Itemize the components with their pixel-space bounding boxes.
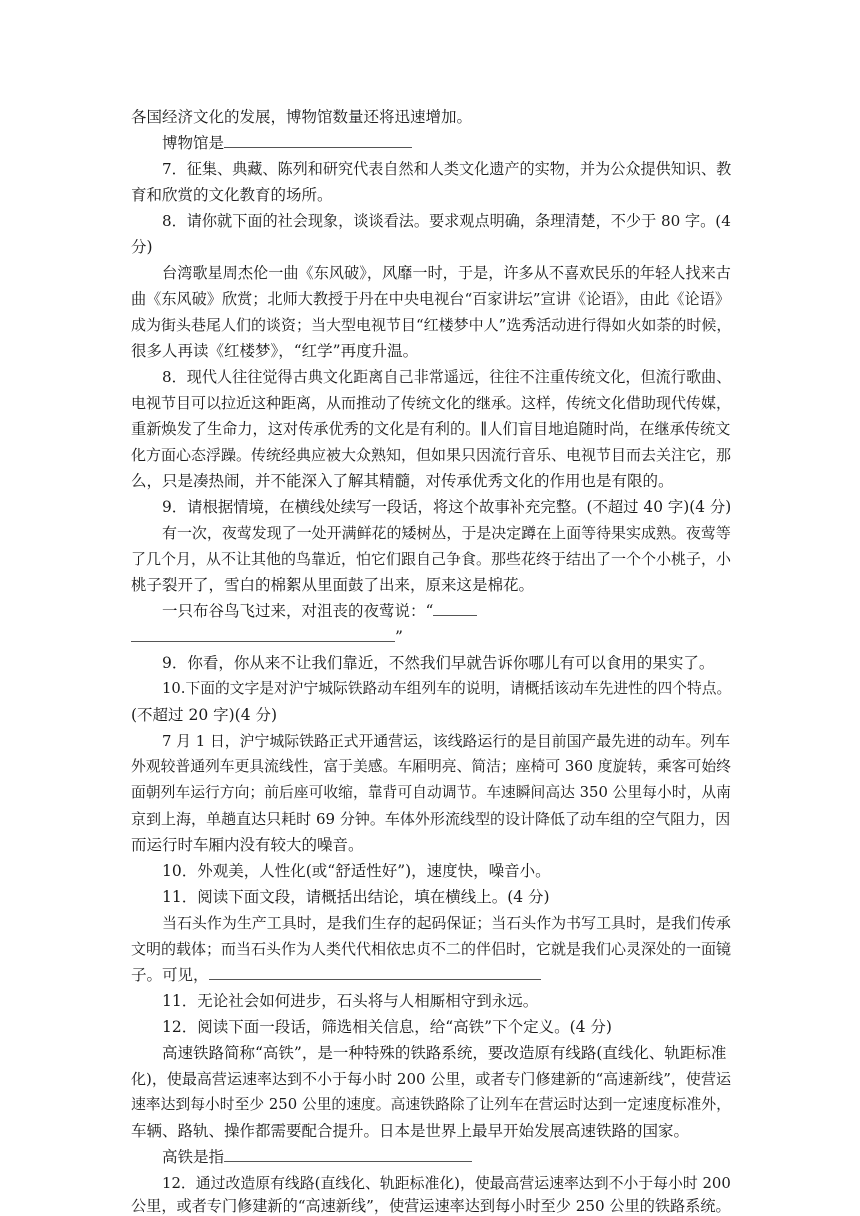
passage-line: 7 月 1 日，沪宁城际铁路正式开通营运，该线路运行的是目前国产最先进的动车。列车: [162, 732, 731, 750]
passage-line: 文明的载体；而当石头作为人类代代相依忠贞不二的伴侣时，它就是我们心灵深处的一面镜: [131, 940, 732, 958]
passage-line: 面朝列车运行方向；前后座可收缩，靠背可自动调节。车速瞬间高达 350 公里每小时，从南: [131, 784, 731, 801]
answer-line: 公里，或者专门修建新的“高速新线”，使营运速率达到每小时至少 250 公里的铁路系统。: [131, 1197, 731, 1215]
question-10: 10.下面的文字是对沪宁城际铁路动车组列车的说明，请概括该动车先进性的四个特点。: [162, 680, 732, 697]
text-line: 各国经济文化的发展，博物馆数量还将迅速增加。: [131, 108, 473, 126]
prompt-text: 博物馆是: [162, 134, 225, 152]
prompt-text: 子。可见，: [131, 966, 209, 984]
answer-line: 10．外观美，人性化(或“舒适性好”)，速度快，噪音小。: [162, 862, 551, 880]
passage-line: 而运行时车厢内没有较大的噪音。: [131, 836, 364, 854]
fill-in-prompt: [162, 133, 412, 153]
answer-blank: [224, 1147, 472, 1162]
passage-line: 京到上海，单趟直达只耗时 69 分钟。车体外形流线型的设计降低了动车组的空气阻力，因: [131, 810, 731, 828]
answer-blank: [224, 133, 412, 148]
passage-line: 桃子裂开了，雪白的棉絮从里面鼓了出来，原来这是棉花。: [131, 576, 535, 594]
passage-line: 了几个月，从不让其他的鸟靠近，怕它们跟自己争食。那些花终于结出了一个个小桃子，小: [131, 550, 732, 568]
passage-line: 当石头作为生产工具时，是我们生存的起码保证；当石头作为书写工具时，是我们传承: [162, 914, 731, 932]
question-9: 9．请根据情境，在横线处续写一段话，将这个故事补充完整。(不超过 40 字)(4 分): [162, 498, 732, 516]
answer-line: 么，只是凑热闹，并不能深入了解其精髓，对传承优秀文化的作用也是有限的。: [131, 472, 674, 490]
question-11: 11．阅读下面文段，请概括出结论，填在横线上。(4 分): [162, 888, 550, 906]
passage-line: 成为街头巷尾人们的谈资；当大型电视节目“红楼梦中人”选秀活动进行得如火如荼的时候，: [131, 316, 732, 334]
answer-blank: [433, 601, 477, 616]
answer-line: 8．现代人往往觉得古典文化距离自己非常遥远，往往不注重传统文化，但流行歌曲、: [162, 368, 732, 386]
passage-line: 外观较普通列车更具流线性，富于美感。车厢明亮、简洁；座椅可 360 度旋转，乘客可始终: [131, 758, 731, 775]
answer-line: 重新焕发了生命力，这对传承优秀的文化是有利的。∥人们盲目地追随时尚，在继承传统文: [131, 420, 731, 438]
passage-line: 曲《东风破》欣赏；北师大教授于丹在中央电视台“百家讲坛”宣讲《论语》，由此《论语》: [131, 290, 731, 308]
text-line: (不超过 20 字)(4 分): [131, 706, 278, 724]
passage-line: 速率达到每小时至少 250 公里的速度。高速铁路除了让列车在营运时达到一定速度标准外，: [131, 1096, 731, 1113]
fill-in-continuation: [131, 627, 403, 647]
answer-line: 化方面心态浮躁。传统经典应被大众熟知，但如果只因流行音乐、电视节目而去关注它，那: [131, 446, 732, 464]
answer-blank: [209, 965, 541, 980]
question-12: 12．阅读下面一段话，筛选相关信息，给“高铁”下个定义。(4 分): [162, 1018, 612, 1036]
passage-line: 有一次，夜莺发现了一处开满鲜花的矮树丛，于是决定蹲在上面等待果实成熟。夜莺等: [162, 524, 731, 542]
question-8: 8．请你就下面的社会现象，谈谈看法。要求观点明确，条理清楚，不少于 80 字。(4: [162, 212, 731, 230]
closing-quote: ”: [395, 628, 403, 646]
answer-blank: [131, 627, 395, 642]
passage-line: 车辆、路轨、操作都需要配合提升。日本是世界上最早开始发展高速铁路的国家。: [131, 1122, 690, 1140]
fill-in-prompt: [131, 965, 541, 985]
prompt-text: 高铁是指: [162, 1148, 225, 1166]
answer-line: 12．通过改造原有线路(直线化、轨距标准化)，使最高营运速率达到不小于每小时 200: [162, 1174, 731, 1192]
answer-line: 11．无论社会如何进步，石头将与人相厮相守到永远。: [162, 992, 539, 1010]
fill-in-prompt: [162, 1147, 472, 1167]
text-line: 育和欣赏的文化教育的场所。: [131, 186, 333, 204]
fill-in-prompt: [162, 601, 477, 621]
passage-line: 高速铁路简称“高铁”，是一种特殊的铁路系统，要改造原有线路(直线化、轨距标准: [162, 1044, 727, 1062]
text-line: 分): [131, 238, 153, 256]
passage-line: 很多人再读《红楼梦》，“红学”再度升温。: [131, 342, 419, 360]
answer-line: 9．你看，你从来不让我们靠近，不然我们早就告诉你哪儿有可以食用的果实了。: [162, 654, 715, 672]
passage-line: 化)，使最高营运速率达到不小于每小时 200 公里，或者专门修建新的“高速新线”，使营运: [131, 1070, 731, 1088]
answer-line: 电视节目可以拉近这种距离，从而推动了传统文化的继承。这样，传统文化借助现代传媒，: [131, 394, 732, 412]
passage-line: 台湾歌星周杰伦一曲《东风破》，风靡一时，于是，许多从不喜欢民乐的年轻人找来古: [162, 264, 731, 282]
answer-line: 7．征集、典藏、陈列和研究代表自然和人类文化遗产的实物，并为公众提供知识、教: [162, 160, 732, 178]
prompt-text: 一只布谷鸟飞过来，对沮丧的夜莺说：“: [162, 602, 434, 620]
